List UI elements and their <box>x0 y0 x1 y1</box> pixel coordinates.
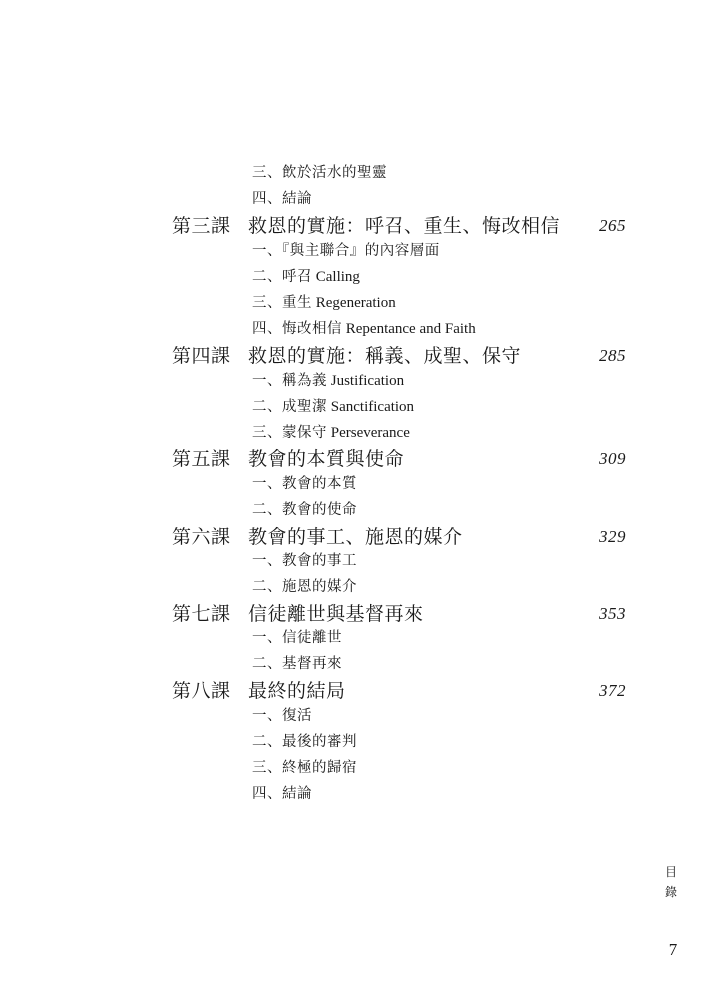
toc-subitem: 三、重生 Regeneration <box>252 295 396 311</box>
lesson-number: 第四課 <box>172 345 231 367</box>
lesson-page-number: 309 <box>599 449 626 468</box>
toc-subitem: 二、施恩的媒介 <box>252 579 357 595</box>
english-term: Justification <box>327 373 405 389</box>
toc-subitem: 一、信徒離世 <box>252 630 342 646</box>
lesson-title: 教會的本質與使命 <box>248 448 405 470</box>
toc-subitem: 二、最後的審判 <box>252 734 357 750</box>
lesson-number: 第六課 <box>172 526 231 548</box>
lesson-title: 教會的事工、施恩的媒介 <box>248 526 463 548</box>
section-side-label: 目錄 <box>664 865 677 899</box>
page-number: 7 <box>668 940 678 959</box>
toc-subitem: 二、呼召 Calling <box>252 269 360 285</box>
lesson-title: 救恩的實施：呼召、重生、悔改相信 <box>248 215 561 237</box>
lesson-number: 第三課 <box>172 215 231 237</box>
toc-subitem: 一、教會的事工 <box>252 553 357 569</box>
english-term: Calling <box>312 269 360 285</box>
lesson-number: 第五課 <box>172 448 231 470</box>
lesson-page-number: 285 <box>599 346 626 365</box>
toc-subitem: 二、成聖潔 Sanctification <box>252 399 415 415</box>
toc-subitem: 四、悔改相信 Repentance and Faith <box>252 321 476 337</box>
toc-subitem: 一、『與主聯合』的內容層面 <box>252 243 440 259</box>
lesson-title: 救恩的實施：稱義、成聖、保守 <box>248 345 522 367</box>
lesson-number: 第八課 <box>172 680 231 702</box>
lesson-title: 信徒離世與基督再來 <box>248 603 424 625</box>
lesson-number: 第七課 <box>172 603 231 625</box>
lesson-page-number: 265 <box>599 216 626 235</box>
lesson-page-number: 329 <box>599 527 626 546</box>
english-term: Repentance and Faith <box>342 321 476 337</box>
toc-subitem: 二、基督再來 <box>252 656 342 672</box>
lesson-title: 最終的結局 <box>248 680 346 702</box>
toc-subitem: 四、結論 <box>252 786 312 802</box>
toc-subitem: 一、稱為義 Justification <box>252 373 405 389</box>
toc-subitem: 一、教會的本質 <box>252 476 357 492</box>
english-term: Perseverance <box>327 425 410 441</box>
english-term: Regeneration <box>312 295 396 311</box>
toc-subitem: 三、飲於活水的聖靈 <box>252 165 387 181</box>
english-term: Sanctification <box>327 399 415 415</box>
toc-subitem: 四、結論 <box>252 191 312 207</box>
lesson-page-number: 372 <box>599 681 626 700</box>
toc-subitem: 三、終極的歸宿 <box>252 760 357 776</box>
toc-subitem: 三、蒙保守 Perseverance <box>252 425 410 441</box>
lesson-page-number: 353 <box>599 604 626 623</box>
toc-subitem: 二、教會的使命 <box>252 502 357 518</box>
toc-subitem: 一、復活 <box>252 708 312 724</box>
